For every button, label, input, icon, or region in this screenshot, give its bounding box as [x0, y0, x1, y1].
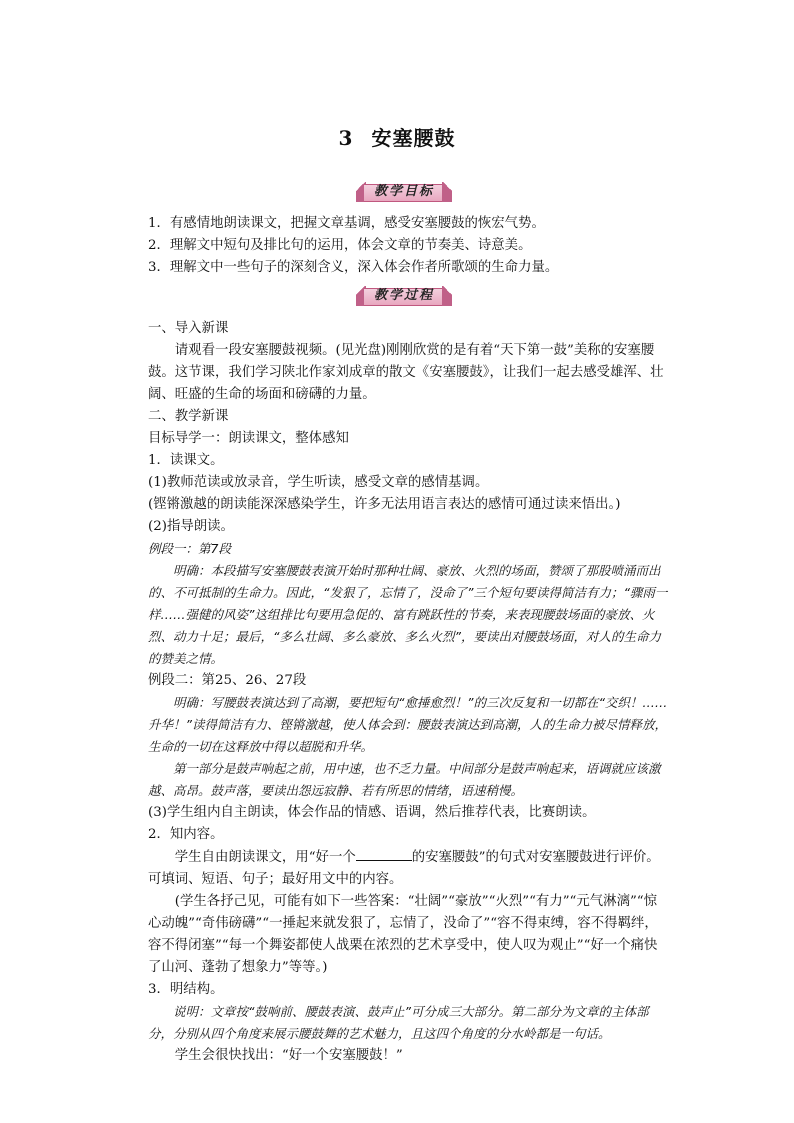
example-2-label: 例段二：第25、26、27段 — [148, 673, 307, 688]
evaluate-text-end: 的安塞腰鼓”的句式对安塞腰鼓进行评价。可填词、短语、句子；最好用文中的内容。 — [148, 850, 660, 887]
lesson-number: 3 — [338, 126, 354, 150]
goal-item: 2．理解文中短句及排比句的运用，体会文章的节奏美、诗意美。 — [148, 238, 532, 253]
fill-blank — [356, 846, 412, 861]
explanation-2: 明确：写腰鼓表演达到了高潮，要把短句“愈捶愈烈！”的三次反复和一切都在“交织！……升华！”读得简洁有力、铿锵激越，使人体会到：腰鼓表演达到高潮，人的生命力被尽情释放，生命的一切在这释放中得以超脱和升华。 — [148, 695, 668, 754]
goals-list — [148, 213, 668, 279]
note-reading: (铿锵激越的朗读能深深感染学生，许多无法用语言表达的感情可通过读来悟出。) — [148, 497, 621, 512]
structure-explanation: 说明：文章按“鼓响前、腰鼓表演、鼓声止”可分成三大部分。第二部分为文章的主体部分，分别从四个角度来展示腰鼓舞的艺术魅力，且这四个角度的分水岭都是一句话。 — [148, 1004, 649, 1041]
step-content: 2．知内容。 — [148, 827, 224, 842]
example-1-label: 例段一：第7段 — [148, 541, 231, 556]
goal-item: 3．理解文中一些句子的深刻含义，深入体会作者所歌颂的生命力量。 — [148, 260, 559, 275]
evaluate-text-start: 学生自由朗读课文，用“好一个 — [174, 850, 356, 865]
paragraph-intro: 请观看一段安塞腰鼓视频。(见光盘)刚刚欣赏的是有着“天下第一鼓”美称的安塞腰鼓。这节课，我们学习陕北作家刘成章的散文《安塞腰鼓》，让我们一起去感受雄浑、壮阔、旺盛的生命的场面和磅礴的力量。 — [148, 343, 664, 402]
page-title — [0, 122, 794, 151]
step-read: 1．读课文。 — [148, 453, 224, 468]
section-label-process: 教学过程 — [373, 288, 434, 303]
heading-new-lesson: 二、教学新课 — [148, 409, 229, 424]
section-banner-process — [356, 286, 452, 306]
explanation-1: 明确：本段描写安塞腰鼓表演开始时那种壮阔、豪放、火烈的场面，赞颂了那股喷涌而出的、不可抵制的生命力。因此，“发狠了，忘情了，没命了”三个短句要读得简洁有力；“骤雨一样……强健的风姿”这组排比句要用急促的、富有跳跃性的节奏，来表现腰鼓场面的豪放、火烈、动力十足；最后，“多么壮阔、多么豪放、多么火烈”，要读出对腰鼓场面，对人的生命力的赞美之情。 — [148, 563, 668, 666]
lesson-title: 安塞腰鼓 — [371, 126, 456, 150]
explanation-3: 第一部分是鼓声响起之前，用中速，也不乏力量。中间部分是鼓声响起来，语调就应该激越、高昂。鼓声落，要读出怨远寂静、若有所思的情绪，语速稍慢。 — [148, 761, 661, 798]
step-sub-3: (3)学生组内自主朗读，体会作品的情感、语调，然后推荐代表，比赛朗读。 — [148, 805, 596, 820]
target-heading: 目标导学一：朗读课文，整体感知 — [148, 431, 349, 446]
goal-item: 1．有感情地朗读课文，把握文章基调，感受安塞腰鼓的恢宏气势。 — [148, 216, 545, 231]
step-sub-1: (1)教师范读或放录音，学生听读，感受文章的感情基调。 — [148, 475, 489, 490]
section-label-goals: 教学目标 — [373, 184, 434, 199]
paragraph-answers: (学生各抒己见，可能有如下一些答案：“壮阔”“豪放”“火烈”“有力”“元气淋漓”“惊心动魄”“奇伟磅礴”“一捶起来就发狠了，忘情了，没命了”“容不得束缚，容不得羁绊，容不得闭塞”“每一个舞姿都使人战栗在浓烈的艺术享受中，使人叹为观止”“好一个痛快了山河、蓬勃了想象力”等等。) — [148, 894, 658, 975]
step-structure: 3．明结构。 — [148, 982, 224, 997]
section-banner-goals — [356, 182, 452, 202]
paragraph-evaluate — [148, 846, 668, 891]
heading-import: 一、导入新课 — [148, 321, 229, 336]
paragraph-find: 学生会很快找出：“好一个安塞腰鼓！” — [174, 1048, 403, 1063]
step-sub-2: (2)指导朗读。 — [148, 519, 234, 534]
process-body — [148, 318, 668, 1067]
